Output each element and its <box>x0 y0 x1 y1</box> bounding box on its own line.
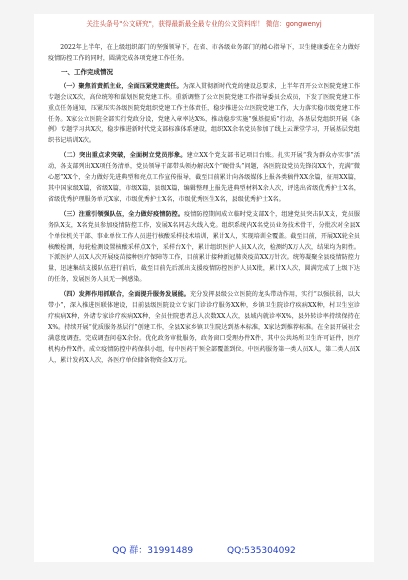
section-heading: 一、工作完成情况 <box>61 67 113 76</box>
item-paragraph <box>48 210 360 286</box>
item-paragraph <box>48 151 360 206</box>
item-text: 建立XX个党支部书记项目台账。扎实开展“我为群众办实事”活动，各支部列出XX项任务清单，党员领导干部带头领办解决X个“硬骨头”问题，各医院设党员先锋岗XX个，充满“微心愿”XX个，全力做好先进典型和亮点工作宣传报导，截至目前累计向各级媒体上报各类稿件XX余篇，征用XX篇，其中国家级X篇，省级X篇，市级X篇，县级X篇，编辑整理上报先进典型材料X余人次，评选出省级优秀护士X名，省级优秀护理服务单元X家，市级优秀护士X名，市级优秀医生X名，县级优秀护士X名。 <box>48 152 360 203</box>
footer <box>34 543 374 556</box>
item-paragraph <box>48 82 360 147</box>
item-block <box>48 82 360 147</box>
item-block <box>48 290 360 366</box>
item-lead: （二）突出重点求突破，全面树立党员形象。 <box>60 152 187 160</box>
item-lead: （三）注重引领强队伍，全力做好疫情防控。 <box>60 210 185 218</box>
intro-paragraph: 2022年上半年，在上级组织部门的坚强领导下，在省、市各级业务部门的精心指导下，卫生健康委在全力做好疫情防控工作的同时，圆满完成各项党建工作任务。 <box>48 44 360 62</box>
item-text: 充分发挥县级公立医院的龙头带动作用，实行“以强扶弱，以大带小”，深入推进医联体建设，目前县级医院设立专家门诊诊疗服务XX种，乡镇卫生院诊疗疾病XX种，村卫生室诊疗疾病X种，外诸专家诊疗疾病XX种，全员住院患者总人次数XX人次，县域内就诊率X%，县外转诊率持续保持在X%。持续开展“优质服务基层行”创建工作，全县X家乡镇卫生院达到基本标准，X家达到推荐标准。在全县开展社会满意度调查，完成调查问卷X余份。优化政务审批服务，政务窗口受理办件X件，其中公共场所卫生许可证件，医疗机构办件X件。成立疫情防控中药保供小组，每中医药干预全部覆盖到位。中医药服务第一类人员X人，第二类人员X人，累计发药X人次，各医疗单位储备物资金X万元。 <box>48 291 361 364</box>
item-text: 疫情防控期间成立临时党支部X个，组建党员突击队X支，党员服务队X支，X名党员参加疫情防控工作，发展X名同志火线入党。组织系统内X名党员业务技术骨干，分批次对全县X个单位机关干部、事业单位工作人员进行核酸采样技术培训，累计X人，实现培训全覆盖。截至目前，开展XX轮全员核酸检测，每轮检测设置核酸采样点X个，采样台X个，累计组织医护人员X人次，检测约X万人次，结果均为阴性。下派医护人员X人次开展疫苗接种医疗保障等工作，目前累计接种新冠肺炎疫苗XX万针次。统筹凝聚全县疫情防控力量，迅速集结支援队伍进行前后，截至目前先后派出支援疫情防控医护人员X批，累计X人次，圆满完成了上级下达的任务，发展医务人员无一例感染。 <box>48 210 360 284</box>
footer-qq: QQ:535304092 <box>227 546 296 556</box>
item-paragraph <box>48 290 360 366</box>
document-page <box>34 14 374 562</box>
item-block <box>48 151 360 206</box>
item-lead: （一）聚焦首责抓主业，全面压紧党建责任。 <box>60 82 183 90</box>
item-text: 为深入贯彻新时代党的建设总要求，上半年召开公立医院党建工作专题会议X次，高位统筹和谋划医院党建工作。重新调整了公立医院党建工作指导委员会成员，下发了医院党建工作重点任务通知，压紧压实各级医院党组织党建工作主体责任，稳步推进公立医院党建工作，大力落实稳市级党建工作任务。X家公立医院全部实行党政分设，党建入章率达X%，推动稳步实施“强基提质”行动，各基层党组织开展《条例》专题学习共X次，稳步推进新时代党支部标准体系建设，组织XX余名党员参加了线上云课堂学习，开展基层党组织书记培训X次。 <box>48 82 361 145</box>
item-block <box>48 210 360 286</box>
footer-qq-group: QQ 群：31991489 <box>112 546 194 556</box>
header-banner: 关注头条号"公文研究"，获得最新最全最专业的公文资料库！ 微信：gongwenyj <box>86 20 322 28</box>
item-lead: （四）发挥作用抓联合，全面提升服务发展能。 <box>60 291 190 299</box>
